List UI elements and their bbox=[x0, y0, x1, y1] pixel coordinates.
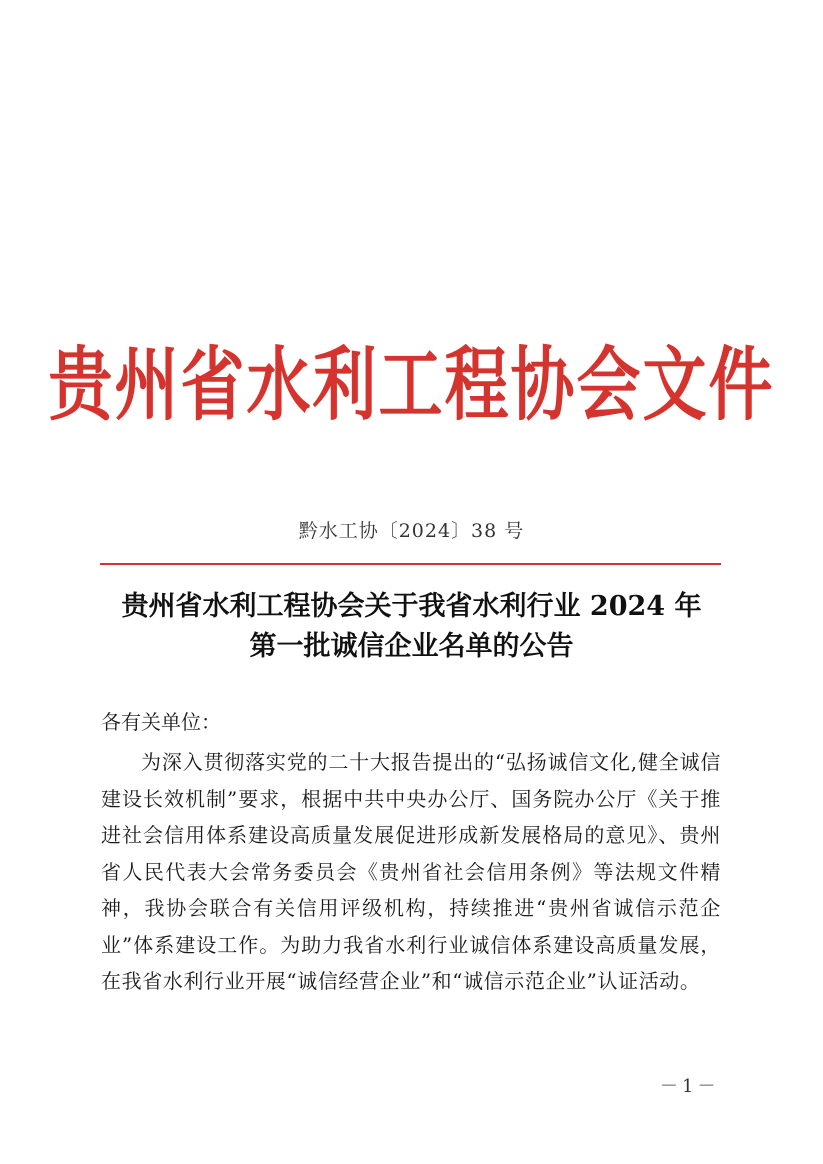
red-divider-line bbox=[100, 563, 721, 565]
salutation: 各有关单位： bbox=[101, 710, 221, 734]
issuing-organization-header: 贵州省水利工程协会文件 bbox=[48, 338, 775, 433]
page-number: －1－ bbox=[660, 1076, 720, 1097]
body-paragraph: 为深入贯彻落实党的二十大报告提出的“弘扬诚信文化,健全诚信建设长效机制”要求，根据中共中央办公厅、国务院办公厅《关于推进社会信用体系建设高质量发展促进形成新发展格局的意见》、贵州省人民代表大会常务委员会《贵州省社会信用条例》等法规文件精神，我协会联合有关信用评级机构，持续推进“贵州省诚信示范企业”体系建设工作。为助力我省水利行业诚信体系建设高质量发展，在我省水利行业开展“诚信经营企业”和“诚信示范企业”认证活动。 bbox=[101, 750, 721, 993]
title-line-1: 贵州省水利工程协会关于我省水利行业 2024 年 bbox=[121, 591, 702, 622]
document-number: 黔水工协〔2024〕38 号 bbox=[298, 520, 525, 542]
document-title bbox=[0, 587, 823, 667]
title-line-2: 第一批诚信企业名单的公告 bbox=[249, 631, 574, 662]
